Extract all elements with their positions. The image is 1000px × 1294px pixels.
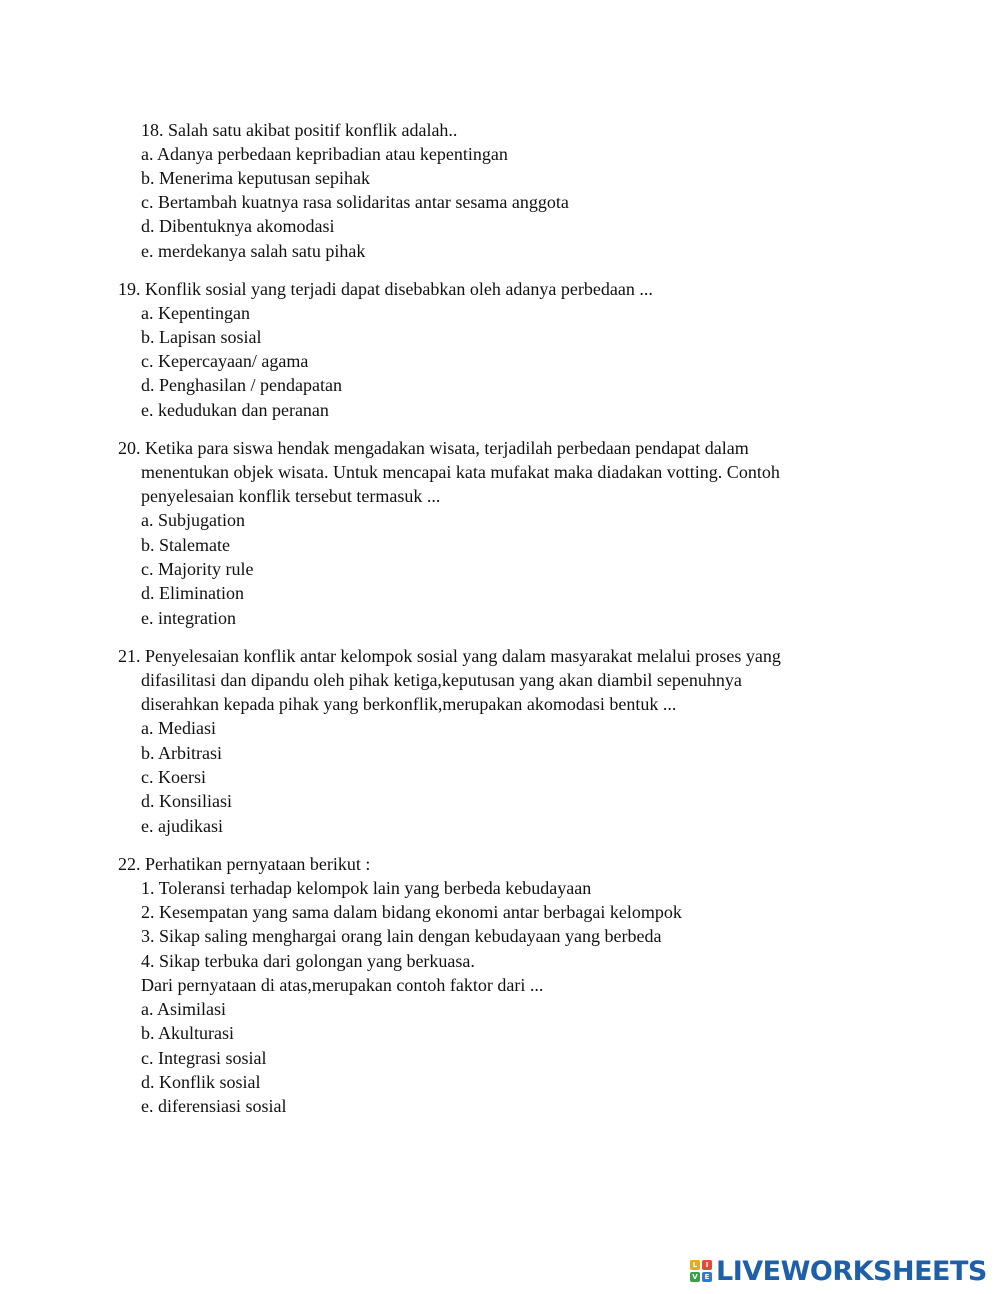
answer-option: c. Integrasi sosial — [141, 1048, 267, 1068]
answer-option: d. Konflik sosial — [141, 1072, 261, 1092]
logo-mark-e: E — [702, 1272, 712, 1282]
statement-item: 1. Toleransi terhadap kelompok lain yang berbeda kebudayaan — [141, 878, 592, 898]
answer-option: e. diferensiasi sosial — [141, 1096, 287, 1116]
answer-option: e. integration — [141, 608, 236, 628]
answer-option: a. Mediasi — [141, 718, 216, 738]
answer-option: c. Kepercayaan/ agama — [141, 351, 309, 371]
answer-option: c. Bertambah kuatnya rasa solidaritas antar sesama anggota — [141, 192, 569, 212]
answer-option: b. Stalemate — [141, 535, 230, 555]
answer-option: a. Adanya perbedaan kepribadian atau kepentingan — [141, 144, 508, 164]
answer-option: c. Koersi — [141, 767, 206, 787]
answer-option: d. Konsiliasi — [141, 791, 233, 811]
answer-option: c. Majority rule — [141, 559, 254, 579]
question-stem-line: menentukan objek wisata. Untuk mencapai kata mufakat maka diadakan votting. Contoh — [141, 462, 780, 482]
question-stem-line: difasilitasi dan dipandu oleh pihak ketiga,keputusan yang akan diambil sepenuhnya — [141, 670, 742, 690]
answer-option: e. ajudikasi — [141, 816, 223, 836]
liveworksheets-logo[interactable] — [690, 1256, 987, 1286]
answer-option: d. Penghasilan / pendapatan — [141, 375, 342, 395]
answer-option: a. Subjugation — [141, 510, 245, 530]
statement-item: 4. Sikap terbuka dari golongan yang berkuasa. — [141, 951, 475, 971]
answer-option: a. Kepentingan — [141, 303, 250, 323]
answer-option: d. Elimination — [141, 583, 244, 603]
question-stem-line: 21. Penyelesaian konflik antar kelompok sosial yang dalam masyarakat melalui proses yang — [118, 646, 781, 666]
question-stem-line: 18. Salah satu akibat positif konflik adalah.. — [141, 120, 458, 140]
answer-option: b. Menerima keputusan sepihak — [141, 168, 370, 188]
question-stem-line: 22. Perhatikan pernyataan berikut : — [118, 854, 371, 874]
question-stem-line: penyelesaian konflik tersebut termasuk ... — [141, 486, 441, 506]
logo-mark-v: V — [690, 1272, 700, 1282]
statement-item: 2. Kesempatan yang sama dalam bidang ekonomi antar berbagai kelompok — [141, 902, 682, 922]
answer-option: d. Dibentuknya akomodasi — [141, 216, 335, 236]
answer-option: e. merdekanya salah satu pihak — [141, 241, 366, 261]
logo-mark-i: I — [702, 1260, 712, 1270]
statement-item: 3. Sikap saling menghargai orang lain dengan kebudayaan yang berbeda — [141, 926, 662, 946]
liveworksheets-logo-icon — [690, 1260, 712, 1282]
question-stem-line: 19. Konflik sosial yang terjadi dapat disebabkan oleh adanya perbedaan ... — [118, 279, 653, 299]
question-stem-line: Dari pernyataan di atas,merupakan contoh faktor dari ... — [141, 975, 544, 995]
logo-mark-l: L — [690, 1260, 700, 1270]
answer-option: b. Lapisan sosial — [141, 327, 262, 347]
answer-option: b. Akulturasi — [141, 1023, 234, 1043]
answer-option: e. kedudukan dan peranan — [141, 400, 329, 420]
answer-option: a. Asimilasi — [141, 999, 226, 1019]
logo-text: LIVEWORKSHEETS — [716, 1255, 987, 1287]
question-stem-line: diserahkan kepada pihak yang berkonflik,merupakan akomodasi bentuk ... — [141, 694, 677, 714]
question-stem-line: 20. Ketika para siswa hendak mengadakan wisata, terjadilah perbedaan pendapat dalam — [118, 438, 749, 458]
answer-option: b. Arbitrasi — [141, 743, 222, 763]
